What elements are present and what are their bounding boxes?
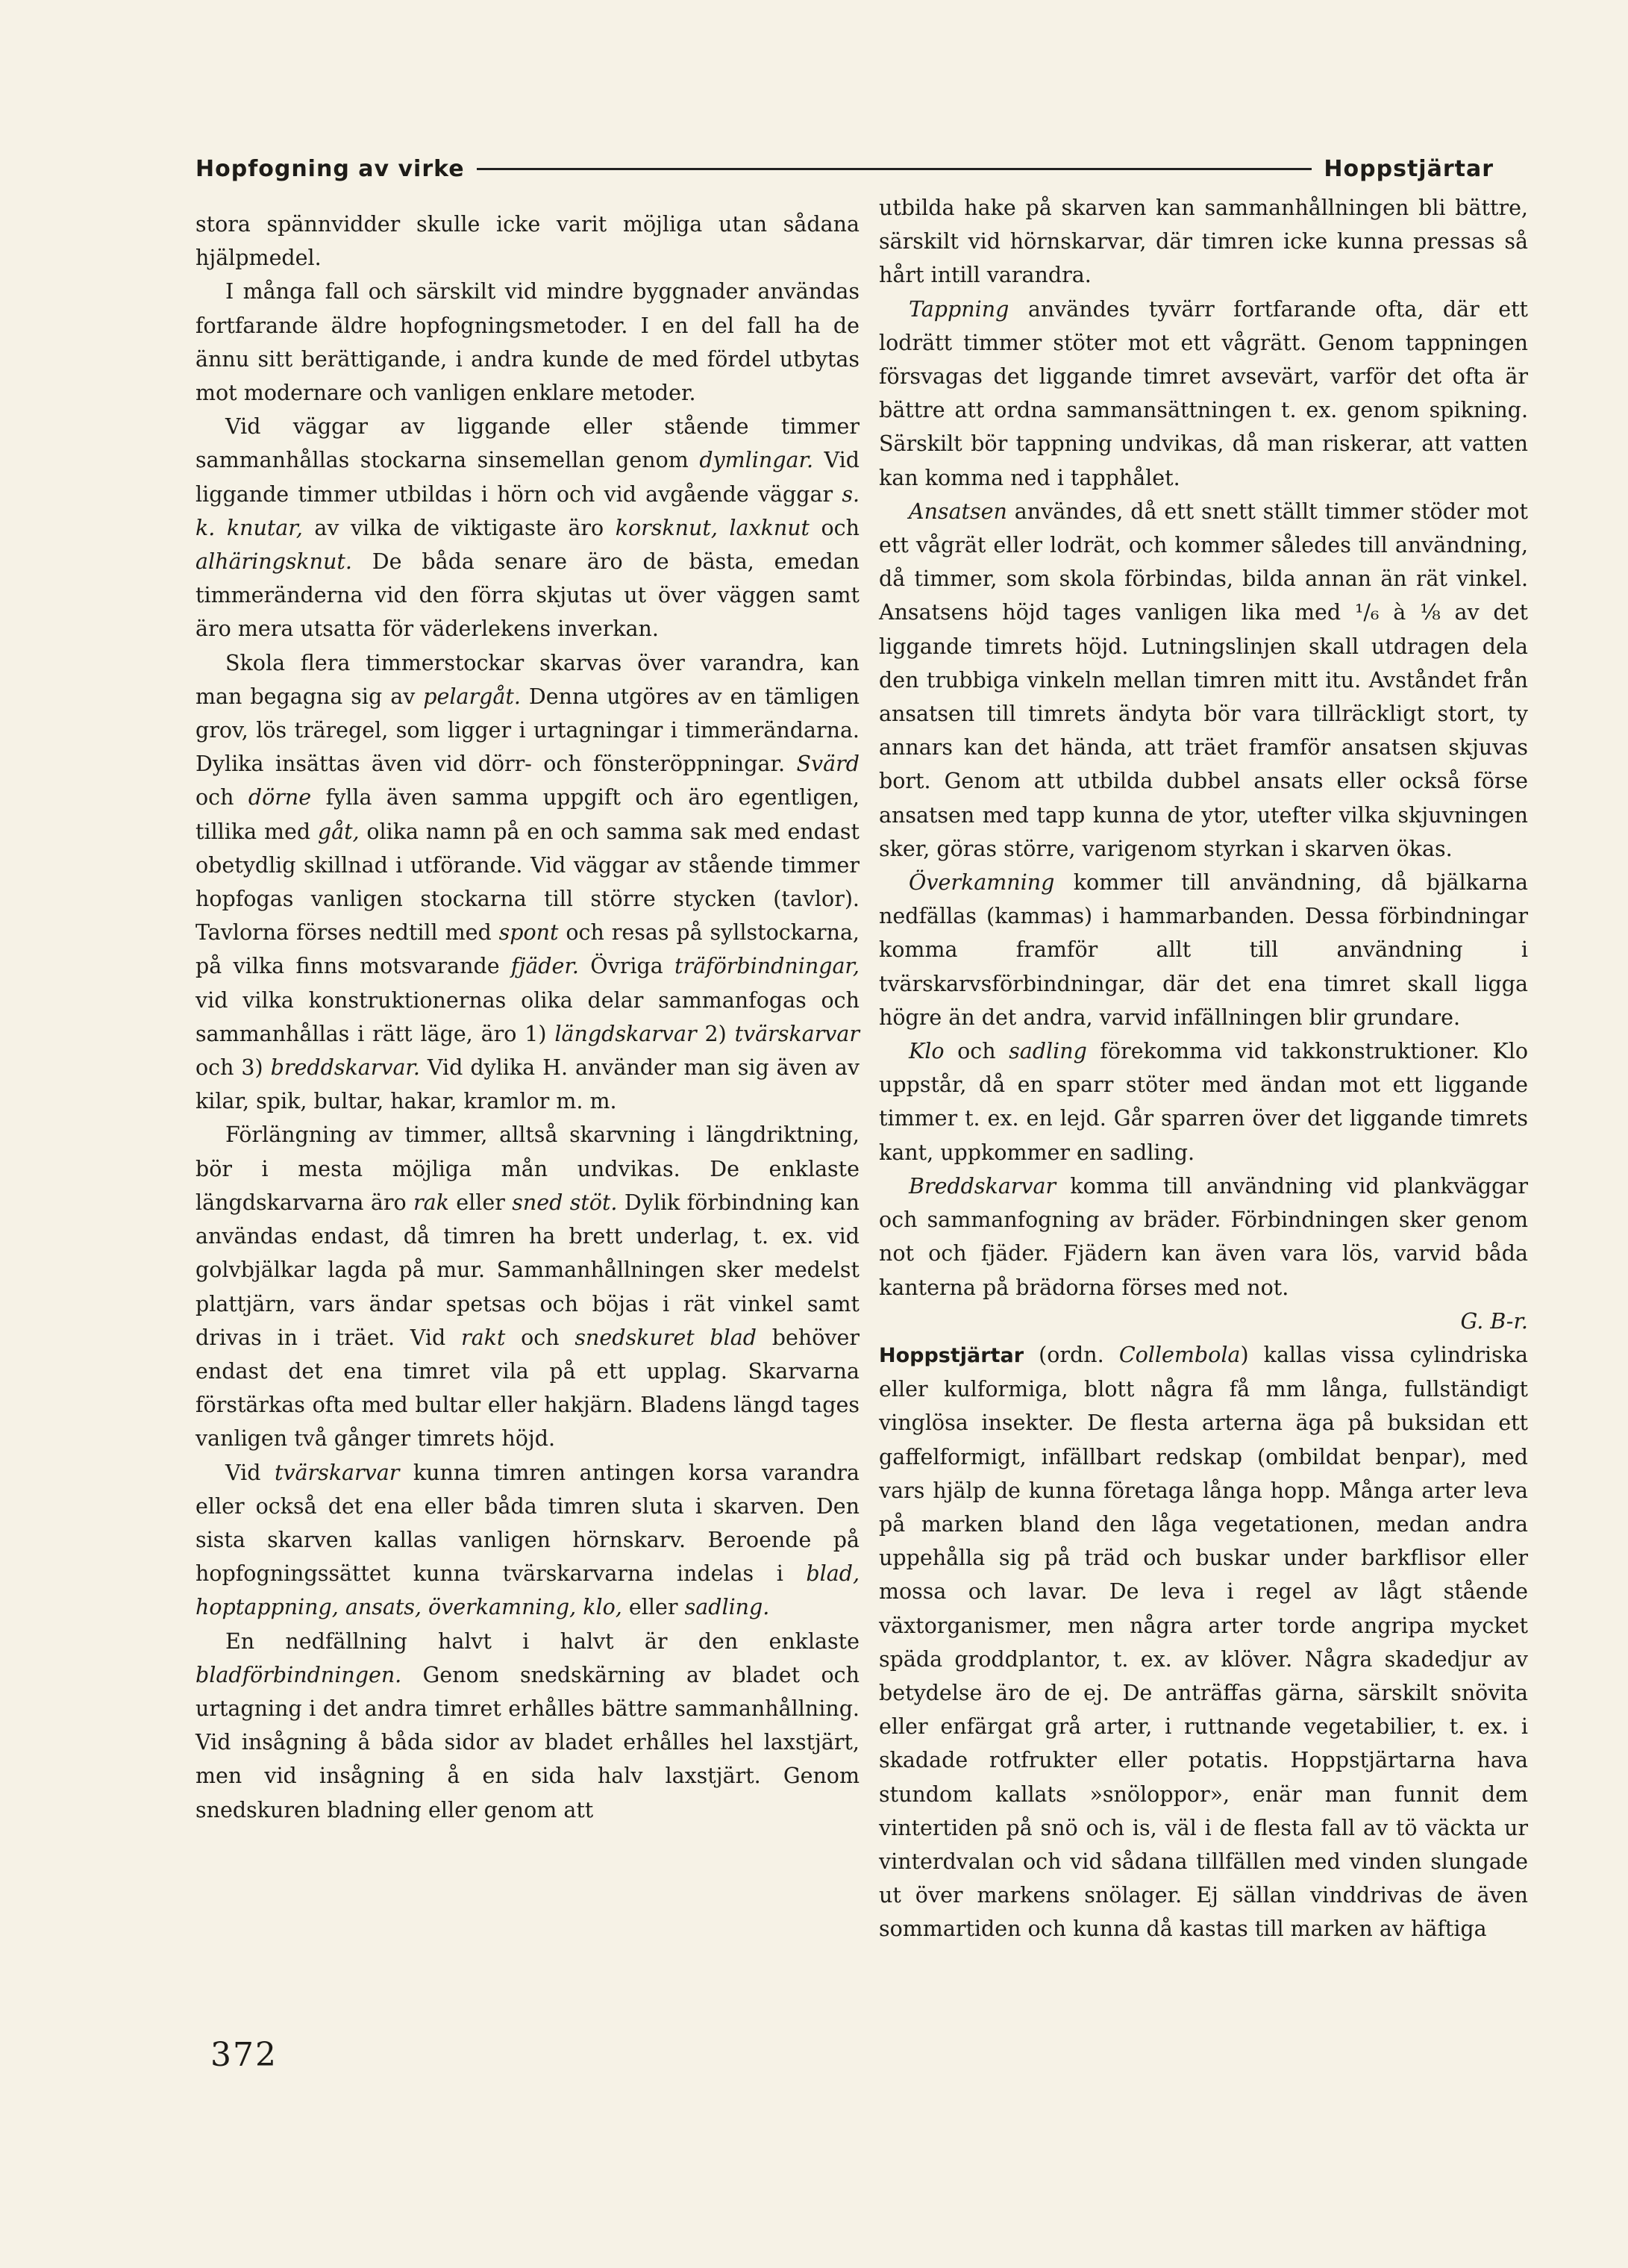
- text-run: komma till användning vid plankväggar och sammanfogning av bräder. Förbindningen sker genom not och fjäder. Fjädern kan även vara lös, varvid båda kanterna på brädorna förses med not.: [879, 1173, 1528, 1300]
- paragraph: [879, 293, 1528, 495]
- text-run: utbilda hake på skarven kan sammanhållningen bli bättre, särskilt vid hörnskarvar, där timren icke kunna pressas så hårt intill varandra.: [879, 196, 1528, 288]
- paragraph: [195, 410, 860, 646]
- text-run: och: [195, 785, 248, 810]
- text-run: Genom snedskärning av bladet och urtagning i det andra timret erhålles bättre sammanhållning. Vid insågning å båda sidor av bladet erhålles hel laxstjärt, men vid insågning å en sida halv laxstjärt. Genom snedskuren bladning eller genom att: [195, 1662, 860, 1822]
- text-run: användes tyvärr fortfarande ofta, där ett lodrätt timmer stöter mot ett vågrätt. Genom tappningen försvagas det liggande timret avsevärt, varför det ofta är bättre att ordna sammansättningen t. ex. genom spikning. Särskilt bör tappning undvikas, då man riskerar, att vatten kan komma ned i tapphålet.: [879, 296, 1528, 490]
- text-run: Förlängning av timmer, alltså skarvning i längdriktning, bör i mesta möjliga mån undvikas. De enklaste längdskarvarna äro: [195, 1122, 860, 1215]
- text-run: Vid dylika H. använder man sig även av kilar, spik, bultar, hakar, kramlor m. m.: [195, 1055, 860, 1114]
- text-run: och: [810, 515, 860, 540]
- text-run: I många fall och särskilt vid mindre byggnader användas fortfarande äldre hopfogningsmetoder. I en del fall ha de ännu sitt berättigande, i andra kunde de med fördel utbytas mot modernare och vanligen enklare metoder.: [195, 279, 860, 406]
- text-run: förekomma vid takkonstruktioner. Klo uppstår, då en sparr stöter med ändan mot ett liggande timmer t. ex. en lejd. Går sparren över det liggande timrets kant, uppkommer en sadling.: [879, 1039, 1528, 1165]
- text-run: Skola flera timmerstockar skarvas över varandra, kan man begagna sig av: [195, 650, 860, 709]
- paragraph: [879, 1169, 1528, 1305]
- italic-term: längdskarvar: [554, 1021, 697, 1046]
- italic-term: gåt,: [317, 819, 360, 844]
- italic-term: G. B-r.: [1460, 1308, 1528, 1334]
- text-run: ) kallas vissa cylindriska eller kulformiga, blott några få mm långa, fullständigt vinglösa insekter. De flesta arterna äga på buksidan ett gaffelformigt, infällbart redskap (ombildat benpar), med vars hjälp de kunna företaga långa hopp. Många arter leva på marken bland den låga vegetationen, medan andra uppehålla sig på träd och buskar under barkflisor eller mossa och lavar. De leva i regel av lågt stående växtorganismer, men några arter torde angripa mycket späda groddplantor, t. ex. av klöver. Några skadedjur av betydelse äro de ej. De anträffas gärna, särskilt snövita eller enfärgat grå arter, i ruttnande vegetabilier, t. ex. i skadade rotfrukter eller potatis. Hoppstjärtarna hava stundom kallats »snöloppor», enär man funnit dem vintertiden på snö och is, väl i de flesta fall av tö väckta ur vinterdvalan och vid sådana tillfällen med vinden slungade ut över markens snölager. Ej sällan vinddrivas de även sommartiden och kunna då kastas till marken av häftiga: [879, 1342, 1528, 1942]
- text-run: eller: [448, 1190, 513, 1215]
- italic-term: dymlingar.: [699, 448, 814, 473]
- italic-term: träförbindningar,: [674, 954, 860, 979]
- paragraph: [195, 207, 860, 275]
- paragraph: [879, 495, 1528, 866]
- text-run: Denna utgöres av en tämligen grov, lös träregel, som ligger i urtagningar i timmerändarna. Dylika insättas även vid dörr- och fönsteröppningar.: [195, 684, 860, 777]
- italic-term: rak: [413, 1190, 449, 1215]
- italic-term: Överkamning: [909, 870, 1055, 896]
- text-run: vid vilka konstruktionernas olika delar sammanfogas och sammanhållas i rätt läge, äro 1): [195, 987, 860, 1046]
- text-run: olika namn på en och samma sak med endast obetydlig skillnad i utförande. Vid väggar av stående timmer hopfogas vanligen stockarna till större stycken (tavlor). Tavlorna förses nedtill med: [195, 819, 860, 946]
- italic-term: blad, hoptappning, ansats, överkamning, klo,: [195, 1561, 860, 1620]
- text-run: Vid liggande timmer utbildas i hörn och vid avgående väggar: [195, 448, 860, 507]
- text-run: kunna timren antingen korsa varandra eller också det ena eller båda timren sluta i skarven. Den sista skarven kallas vanligen hörnskarv. Beroende på hopfogningssättet kunna tvärskarvarna indelas i: [195, 1460, 860, 1587]
- italic-term: Collembola: [1118, 1342, 1241, 1367]
- text-run: De båda senare äro de bästa, emedan timmeränderna vid den förra skjutas ut över väggen samt äro mera utsatta för väderlekens inverkan.: [195, 549, 860, 642]
- italic-term: sned stöt.: [512, 1190, 618, 1215]
- italic-term: Svärd: [796, 752, 860, 777]
- italic-term: tvärskarvar: [734, 1021, 860, 1046]
- paragraph: [195, 1625, 860, 1827]
- text-run: och: [944, 1039, 1009, 1064]
- right-column: [879, 191, 1528, 1946]
- header-rule: [477, 168, 1312, 170]
- text-run: behöver endast det ena timret vila på ett upplag. Skarvarna förstärkas ofta med bultar eller hakjärn. Bladens längd tages vanligen två gånger timrets höjd.: [195, 1325, 860, 1452]
- italic-term: Tappning: [909, 296, 1009, 322]
- text-run: stora spännvidder skulle icke varit möjliga utan sådana hjälpmedel.: [195, 212, 860, 271]
- italic-term: spont: [498, 920, 559, 946]
- italic-term: tvärskarvar: [274, 1460, 400, 1485]
- italic-term: breddskarvar.: [270, 1055, 420, 1081]
- text-run: En nedfällning halvt i halvt är den enklaste: [225, 1628, 860, 1654]
- page-number: 372: [210, 2036, 278, 2074]
- text-run: eller: [622, 1595, 685, 1620]
- text-run: Vid väggar av liggande eller stående timmer sammanhållas stockarna sinsemellan genom: [195, 414, 860, 473]
- italic-term: sadling.: [684, 1595, 770, 1620]
- paragraph: [879, 1034, 1528, 1169]
- italic-term: Breddskarvar: [909, 1173, 1056, 1199]
- text-run: och 3): [195, 1055, 271, 1081]
- left-column: [195, 207, 860, 1827]
- italic-term: sadling: [1009, 1039, 1087, 1064]
- paragraph: [195, 275, 860, 410]
- italic-term: snedskuret blad: [575, 1325, 757, 1350]
- signature: [879, 1305, 1528, 1338]
- italic-term: s. k. knutar,: [195, 481, 860, 540]
- italic-term: rakt: [461, 1325, 506, 1350]
- text-run: 2): [696, 1021, 735, 1046]
- italic-term: fjäder.: [510, 954, 579, 979]
- italic-term: bladförbindningen.: [195, 1662, 402, 1687]
- text-run: och resas på syllstockarna, på vilka finns motsvarande: [195, 920, 860, 979]
- text-run: av vilka de viktigaste äro: [302, 515, 616, 540]
- italic-term: dörne: [248, 785, 312, 810]
- italic-term: alhäringsknut.: [195, 549, 352, 575]
- text-run: användes, då ett snett ställt timmer stöder mot ett vågrät eller lodrät, och kommer således till användning, då timmer, som skola förbindas, bilda annan än rät vinkel. Ansatsens höjd tages vanligen lika med ¹/₆ à ⅛ av det liggande timrets höjd. Lutningslinjen skall utdragen dela den trubbiga vinkeln mellan timren mitt itu. Avståndet från ansatsen till timrets ändyta bör vara tillräckligt stort, ty annars kan det hända, att träet framför ansatsen skjuvas bort. Genom att utbilda dubbel ansats eller också förse ansatsen med tapp kunna de ytor, utefter vilka skjuvningen sker, göras större, varigenom styrkan i skarven ökas.: [879, 499, 1528, 861]
- entry-headword: Hoppstjärtar: [879, 1343, 1024, 1367]
- paragraph: [879, 191, 1528, 293]
- italic-term: pelargåt.: [423, 684, 521, 709]
- running-head-right: Hoppstjärtar: [1324, 155, 1494, 182]
- paragraph: [879, 1338, 1528, 1946]
- italic-term: Ansatsen: [909, 499, 1007, 524]
- paragraph: [195, 646, 860, 1119]
- running-head-left: Hopfogning av virke: [195, 155, 465, 182]
- paragraph: [195, 1118, 860, 1455]
- text-run: Övriga: [578, 954, 675, 979]
- text-run: och: [505, 1325, 575, 1350]
- paragraph: [879, 866, 1528, 1034]
- text-run: fylla även samma uppgift och äro egentligen, tillika med: [195, 785, 860, 844]
- paragraph: [195, 1456, 860, 1625]
- text-run: Dylik förbindning kan användas endast, då timren ha brett underlag, t. ex. vid golvbjälkar lagda på mur. Sammanhållningen sker medelst plattjärn, vars ändar spetsas och böjas i rät vinkel samt drivas in i träet. Vid: [195, 1190, 860, 1350]
- text-run: kommer till användning, då bjälkarna nedfällas (kammas) i hammarbanden. Dessa förbindningar komma framför allt till användning i tvärskarvsförbindningar, där det ena timret skall ligga högre än det andra, varvid infällningen blir grundare.: [879, 870, 1528, 1030]
- italic-term: Klo: [909, 1039, 945, 1064]
- text-run: (ordn.: [1024, 1342, 1119, 1367]
- italic-term: korsknut, laxknut: [615, 515, 810, 540]
- running-head: [195, 146, 1494, 191]
- text-run: Vid: [225, 1460, 275, 1485]
